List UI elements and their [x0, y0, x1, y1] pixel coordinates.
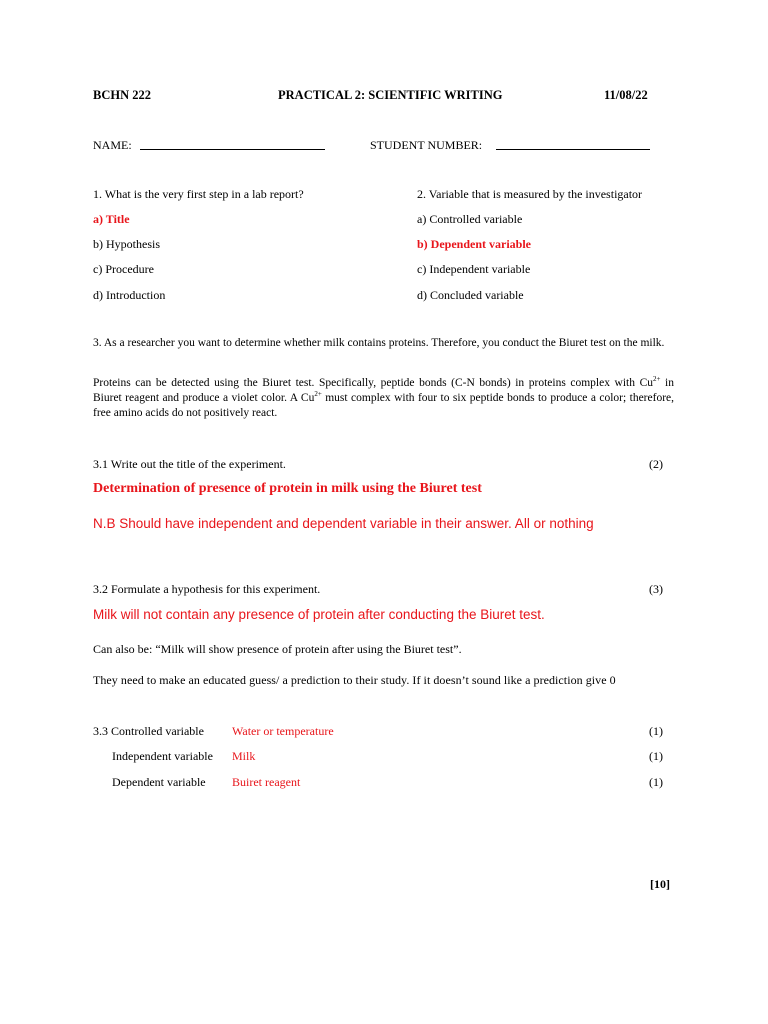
q3-2-question: 3.2 Formulate a hypothesis for this experiment.	[93, 582, 321, 596]
q3-2-alt-answer: Can also be: “Milk will show presence of protein after using the Biuret test”.	[93, 642, 462, 656]
q3-3-dependent-marks: (1)	[649, 775, 663, 789]
q3-3-dependent-label: Dependent variable	[112, 775, 206, 789]
q3-para-part3: must complex with four to six peptide bonds to produce a color; therefore, free amino acids do not positively react.	[93, 392, 675, 419]
q3-3-independent-answer: Milk	[232, 749, 256, 763]
name-field-line[interactable]	[140, 149, 325, 150]
q3-2-marks: (3)	[649, 582, 663, 596]
student-number-label: STUDENT NUMBER:	[370, 138, 483, 152]
q3-para-part1: Proteins can be detected using the Biuret test. Specifically, peptide bonds (C-N bonds) in proteins complex with Cu	[93, 377, 654, 389]
q3-3-controlled-label: 3.3 Controlled variable	[93, 724, 204, 738]
document-date: 11/08/22	[604, 88, 648, 102]
q2-option-a: a) Controlled variable	[417, 212, 523, 226]
q2-option-b: b) Dependent variable	[417, 237, 531, 251]
q3-3-controlled-answer: Water or temperature	[232, 724, 334, 738]
q3-1-note: N.B Should have independent and dependent variable in their answer. All or nothing	[93, 516, 594, 531]
course-code: BCHN 222	[93, 88, 151, 102]
q1-option-b: b) Hypothesis	[93, 237, 160, 251]
q3-biuret-paragraph	[93, 376, 674, 421]
name-label: NAME:	[93, 138, 132, 152]
q3-1-marks: (2)	[649, 457, 663, 471]
q1-option-d: d) Introduction	[93, 288, 166, 302]
q3-3-independent-label: Independent variable	[112, 749, 213, 763]
total-marks: [10]	[650, 877, 670, 891]
q2-question: 2. Variable that is measured by the investigator	[417, 187, 643, 201]
q3-1-answer: Determination of presence of protein in milk using the Biuret test	[93, 481, 482, 496]
q2-option-c: c) Independent variable	[417, 262, 531, 276]
q1-option-c: c) Procedure	[93, 262, 154, 276]
q1-question: 1. What is the very first step in a lab report?	[93, 187, 304, 201]
q3-3-controlled-marks: (1)	[649, 724, 663, 738]
q3-3-dependent-answer: Buiret reagent	[232, 775, 301, 789]
q3-2-note: They need to make an educated guess/ a prediction to their study. If it doesn’t sound like a prediction give 0	[93, 673, 616, 687]
q3-intro: 3. As a researcher you want to determine whether milk contains proteins. Therefore, you conduct the Biuret test on the milk.	[93, 337, 665, 349]
q1-option-a: a) Title	[93, 212, 130, 226]
ion-charge-1: 2+	[653, 375, 661, 384]
document-title: PRACTICAL 2: SCIENTIFIC WRITING	[278, 88, 503, 102]
q3-1-question: 3.1 Write out the title of the experiment.	[93, 457, 286, 471]
ion-charge-2: 2+	[314, 390, 322, 399]
q3-para-part2: in Biuret reagent and produce a violet color. A Cu	[93, 377, 674, 404]
q3-3-independent-marks: (1)	[649, 749, 663, 763]
student-number-field-line[interactable]	[496, 149, 650, 150]
q3-2-answer: Milk will not contain any presence of protein after conducting the Biuret test.	[93, 607, 545, 622]
q2-option-d: d) Concluded variable	[417, 288, 524, 302]
